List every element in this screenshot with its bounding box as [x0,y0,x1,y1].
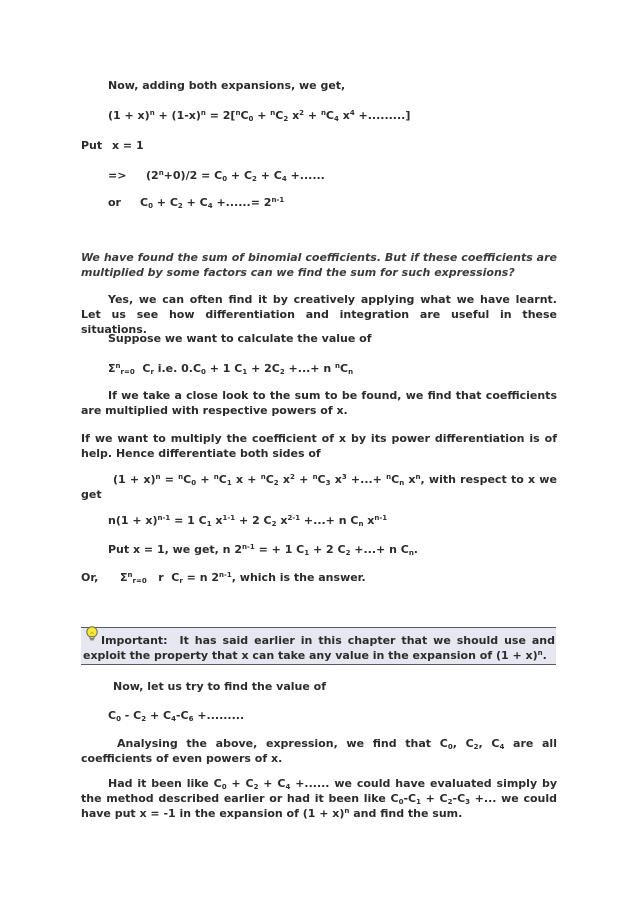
answer-text: , which is the answer. [231,571,366,584]
paragraph-had-it-been: Had it been like $C_0 + C_2 + C_4$ +...... we could have evaluated simply by the method described earlier or had it been like $C_0-C_1 + C_2-C_3$ +... we could have put x = -1 in the expansion of $(1 + x)^n$ and find the sum. [81,777,558,820]
equation-target-sum: $\Sigma^n_{r=0}$ $C_r$ i.e. $0.C_0 + 1$ $C_1 + 2C_2$ +...+ n $^nC_n$ [108,362,354,376]
equation-answer: $\Sigma^n_{r=0}$ r $C_r = n$ 2$^{n-1}$, which is the answer. [120,571,366,585]
respect-text: , with respect to x we get [81,473,557,501]
important-label: Important: [101,634,168,647]
paragraph-analysing: Analysing the above, expression, we find that $C_0$, $C_2$, $C_4$ are all coefficients of even powers of x. [81,737,557,765]
had-text-b: we could have evaluated simply by the method described earlier or had it been like [81,777,558,805]
arrow-label: => [108,169,127,182]
had-text-c: we could have put x = -1 in the expansion of [81,792,557,820]
equation-half-sum: $(2^n+0)/2 = C_0 + C_2 + C_4$ +...... [146,169,325,183]
equation-alternating: $C_0 - C_2 + C_4-C_6$ +......... [108,709,245,723]
analysing-tail: are all coefficients of even powers of x. [81,737,557,765]
paragraph-binomial-expansion: $(1 + x)^n = ^nC_0 + ^nC_1$ $x + ^nC_2$ $x^2 + ^nC_3$ $x^3$ +...+ $^nC_n$ $x^n$, with respect to x we get [81,473,557,501]
equation-even-sum: $C_0 + C_2 + C_4$ +......= $2^{n-1}$ [140,196,285,210]
intro-text: Now, adding both expansions, we get, [108,79,346,92]
put-label: Put [81,139,103,152]
or-answer-label: Or, [81,571,99,584]
put-value: x = 1 [112,139,144,152]
equation-sum-expansions: $(1 + x)^n + (1-x)^n = 2[^nC_0 + ^nC_2$ $x^2 + ^nC_4$ $x^4$ +.........] [108,109,411,123]
analysing-text: Analysing the above, expression, we find that [117,737,432,750]
paragraph-differentiation: Yes, we can often find it by creatively applying what we have learnt. Let us see how differentiation and integration are useful in these situations. [81,293,557,336]
equation-put-one: Put x = 1, we get, n $2^{n-1}$ = + 1 $C_1 + 2$ $C_2$ +...+ n $C_n$. [108,543,418,557]
paragraph-suppose: Suppose we want to calculate the value of [108,332,372,345]
or-label: or [108,196,121,209]
question-paragraph: We have found the sum of binomial coefficients. But if these coefficients are multiplied by some factors can we find the sum for such expressions? [81,251,557,279]
paragraph-now-find: Now, let us try to find the value of [113,680,326,693]
had-text-d: and find the sum. [353,807,463,820]
paragraph-multiply-coefficient: If we want to multiply the coefficient of x by its power differentiation is of help. Hence differentiate both sides of [81,432,557,460]
paragraph-close-look: If we take a close look to the sum to be found, we find that coefficients are multiplied with respective powers of x. [81,389,557,417]
important-text: It has said earlier in this chapter that we should use and exploit the property that x can take any value in the expansion of [83,634,555,662]
put-one-text: Put x = 1, we get, [108,543,219,556]
important-note: Important: It has said earlier in this chapter that we should use and exploit the property that x can take any value in the expansion of $(1 + x)^n$. [83,634,555,662]
equation-derivative: $n(1 + x)^{n-1} = 1$ $C_1$ $x^{1-1} + 2$ $C_2$ $x^{2-1}$ +...+ n $C_n$ $x^{n-1}$ [108,514,388,528]
had-text-a: Had it been like [108,777,209,790]
